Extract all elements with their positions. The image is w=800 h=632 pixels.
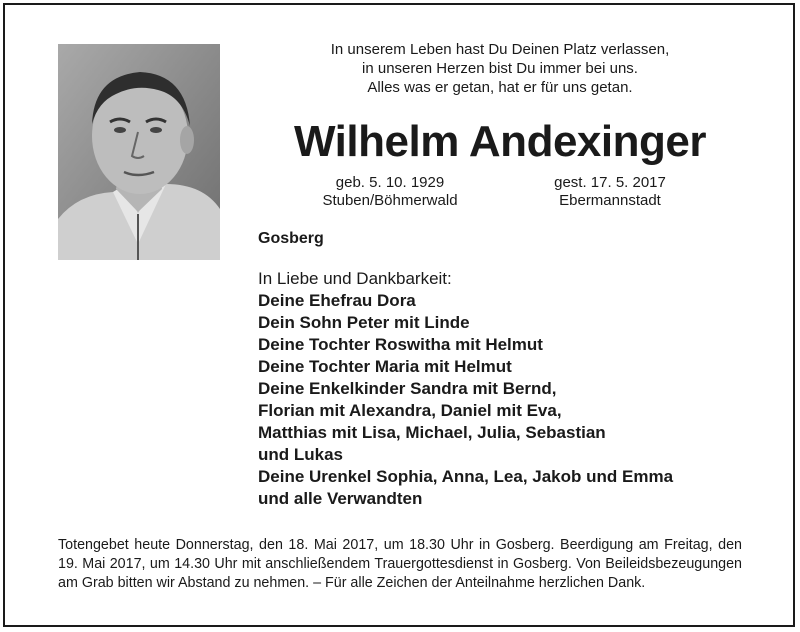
- family-line: Deine Tochter Maria mit Helmut: [258, 357, 512, 376]
- family-line: Florian mit Alexandra, Daniel mit Eva,: [258, 401, 562, 420]
- portrait-photo: [58, 44, 220, 260]
- verse-line: Alles was er getan, hat er für uns getan.: [367, 79, 633, 96]
- death-info: [520, 174, 700, 210]
- family-line: Deine Urenkel Sophia, Anna, Lea, Jakob und Emma: [258, 467, 674, 486]
- family-line: und Lukas: [258, 445, 344, 464]
- death-date: gest. 17. 5. 2017: [554, 174, 666, 191]
- family-intro: In Liebe und Dankbarkeit:: [258, 269, 452, 288]
- death-place: Ebermannstadt: [559, 192, 661, 209]
- birth-info: [300, 174, 480, 210]
- residence: Gosberg: [258, 230, 324, 247]
- verse-line: In unserem Leben hast Du Deinen Platz verlassen,: [330, 41, 670, 58]
- deceased-name: Wilhelm Andexinger: [294, 117, 706, 166]
- family-line: Deine Ehefrau Dora: [258, 291, 416, 310]
- verse-line: in unseren Herzen bist Du immer bei uns.: [362, 60, 638, 77]
- family-line: Dein Sohn Peter mit Linde: [258, 313, 470, 332]
- family-line: Deine Tochter Roswitha mit Helmut: [258, 335, 543, 354]
- family-line: und alle Verwandten: [258, 489, 423, 508]
- family-line: Deine Enkelkinder Sandra mit Bernd,: [258, 379, 557, 398]
- service-info: Totengebet heute Donnerstag, den 18. Mai 2017, um 18.30 Uhr in Gosberg. Beerdigung am Freitag, den 19. Mai 2017, um 14.30 Uhr mit anschließendem Trauergottesdienst in Gosberg. Von Beileidsbezeugungen am Grab bitten wir Abstand zu nehmen. – Für alle Zeichen der Anteilnahme herzlichen Dank.: [58, 537, 742, 591]
- birth-place: Stuben/Böhmerwald: [322, 192, 458, 209]
- memorial-verse: [258, 40, 742, 97]
- family-line: Matthias mit Lisa, Michael, Julia, Sebastian: [258, 423, 606, 442]
- family-list: [258, 268, 758, 510]
- birth-date: geb. 5. 10. 1929: [335, 174, 445, 191]
